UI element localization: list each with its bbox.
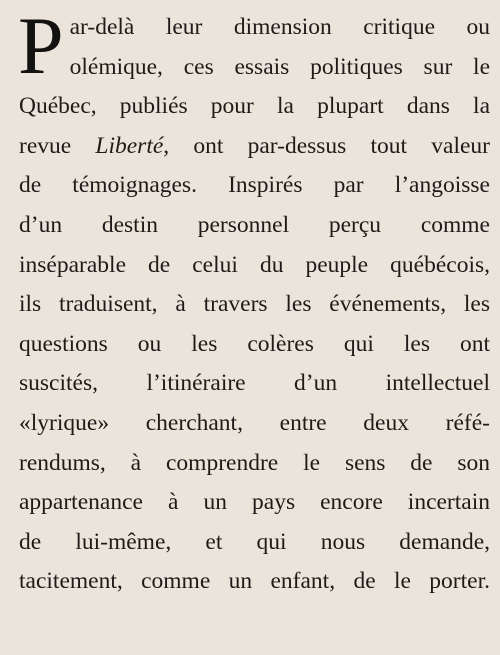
text-line-4-start: revue: [19, 132, 72, 159]
text-line-12: rendums, à comprendre le sens de son: [19, 449, 490, 476]
text-line-3: Québec, publiés pour la plupart dans la: [19, 93, 490, 120]
text-line-1: ar-delà leur dimension critique ou: [69, 14, 490, 40]
text-line-10: suscités, l’itinéraire d’un intellectuel: [19, 370, 490, 397]
text-line-11: «lyrique» cherchant, entre deux réfé-: [19, 409, 490, 436]
journal-title: Liberté: [95, 132, 164, 159]
text-line-4-end: , ont par-dessus tout valeur: [163, 132, 490, 159]
text-line-4: [19, 127, 490, 167]
text-line-6: d’un destin personnel perçu comme: [19, 211, 490, 238]
text-line-13: appartenance à un pays encore incertain: [19, 489, 490, 516]
drop-cap: P: [18, 0, 64, 91]
body-paragraph: [18, 0, 490, 602]
text-line-5: de témoignages. Inspirés par l’angoisse: [19, 172, 490, 199]
text-line-15: tacitement, comme un enfant, de le porter.: [19, 568, 490, 595]
text-line-7: inséparable de celui du peuple québécois,: [19, 251, 490, 278]
text-line-9: questions ou les colères qui les ont: [19, 330, 490, 357]
text-line-2: olémique, ces essais politiques sur le: [69, 53, 490, 80]
text-line-14: de lui-même, et qui nous demande,: [19, 528, 490, 555]
text-line-8: ils traduisent, à travers les événements, les: [19, 291, 490, 318]
